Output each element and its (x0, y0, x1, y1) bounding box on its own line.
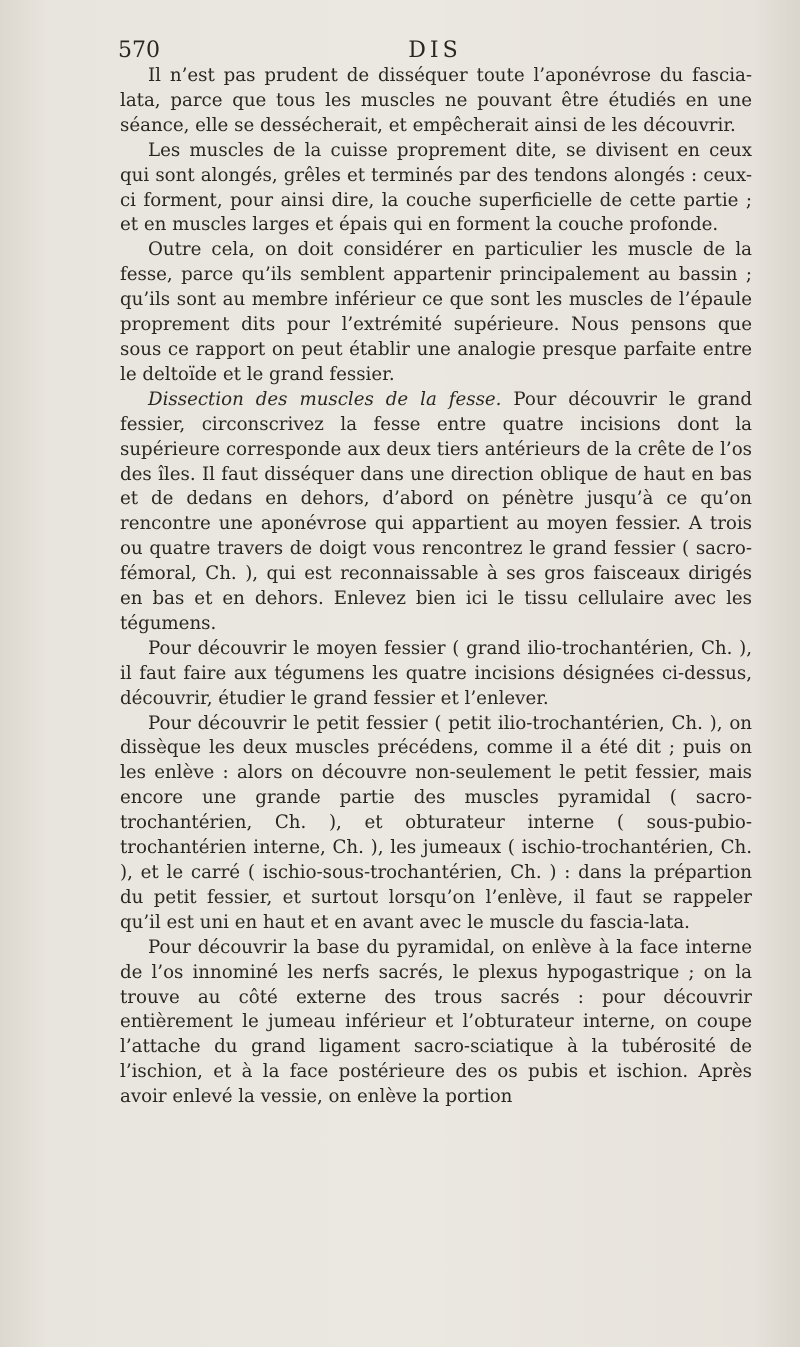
paragraph (120, 637, 752, 712)
paragraph (120, 712, 752, 936)
paragraph-text: Il n’est pas prudent de disséquer toute l’aponévrose du fascia-lata, parce que tous les muscles ne pouvant être étudiés en une séance, elle se dessécherait, et empêcherait ainsi de les découvrir. (120, 65, 752, 136)
paragraph (120, 936, 752, 1110)
paragraph-text: Les muscles de la cuisse proprement dite, se divisent en ceux qui sont alongés, grêles et terminés par des tendons alongés : ceux-ci forment, pour ainsi dire, la couche superficielle de cette partie ; et en muscles larges et épais qui en forment la couche profonde. (120, 139, 752, 236)
paragraph (120, 139, 752, 239)
paragraph-text: Outre cela, on doit considérer en particulier les muscle de la fesse, parce qu’ils semblent appartenir principalement au bassin ; qu’ils sont au membre inférieur ce que sont les muscles de l’épaule proprement dits pour l’extrémité supérieure. Nous pensons que sous ce rapport on peut établir une analogie presque parfaite entre le deltoïde et le grand fessier. (120, 239, 752, 385)
paragraph-text: Pour découvrir le moyen fessier ( grand ilio-trochantérien, Ch. ), il faut faire aux tégumens les quatre incisions désignées ci-dessus, découvrir, étudier le grand fessier et l’enlever. (120, 637, 752, 709)
paragraph-text: Pour découvrir le grand fessier, circonscrivez la fesse entre quatre incisions dont la supérieure corresponde aux deux tiers antérieurs de la crête de l’os des îles. Il faut disséquer dans une direction oblique de haut en bas et de dedans en dehors, d’abord on pénètre jusqu’à ce qu’on rencontre une aponévrose qui appartient au moyen fessier. A trois ou quatre travers de doigt vous rencontrez le grand fessier ( sacro-fémoral, Ch. ), qui est reconnaissable à ses gros faisceaux dirigés en bas et en dehors. Enlevez bien ici le tissu cellulaire avec les tégumens. (120, 388, 752, 634)
paragraph (120, 64, 752, 139)
paragraph-text: Pour découvrir le petit fessier ( petit ilio-trochantérien, Ch. ), on dissèque les deux muscles précédens, comme il a été dit ; puis on les enlève : alors on découvre non-seulement le petit fessier, mais encore une grande partie des muscles pyramidal ( sacro-trochantérien, Ch. ), et obturateur interne ( sous-pubio-trochantérien interne, Ch. ), les jumeaux ( ischio-trochantérien, Ch. ), et le carré ( ischio-sous-trochantérien, Ch. ) : dans la prépartion du petit fessier, et surtout lorsqu’on l’enlève, il faut se rappeler qu’il est uni en haut et en avant avec le muscle du fascia-lata. (120, 712, 752, 933)
paragraph (120, 238, 752, 387)
page-body (120, 64, 752, 1110)
paragraph-text: Pour découvrir la base du pyramidal, on enlève à la face interne de l’os innominé les nerfs sacrés, le plexus hypogastrique ; on la trouve au côté externe des trous sacrés : pour découvrir entièrement le jumeau inférieur et l’obturateur interne, on coupe l’attache du grand ligament sacro-sciatique à la tubérosité de l’ischion, et à la face postérieure des os pubis et ischion. Après avoir enlevé la vessie, on enlève la portion (120, 936, 752, 1108)
running-title: DIS (408, 38, 462, 63)
page-number: 570 (118, 38, 160, 63)
paragraph (120, 388, 752, 637)
section-heading: Dissection des muscles de la fesse. (148, 388, 502, 410)
